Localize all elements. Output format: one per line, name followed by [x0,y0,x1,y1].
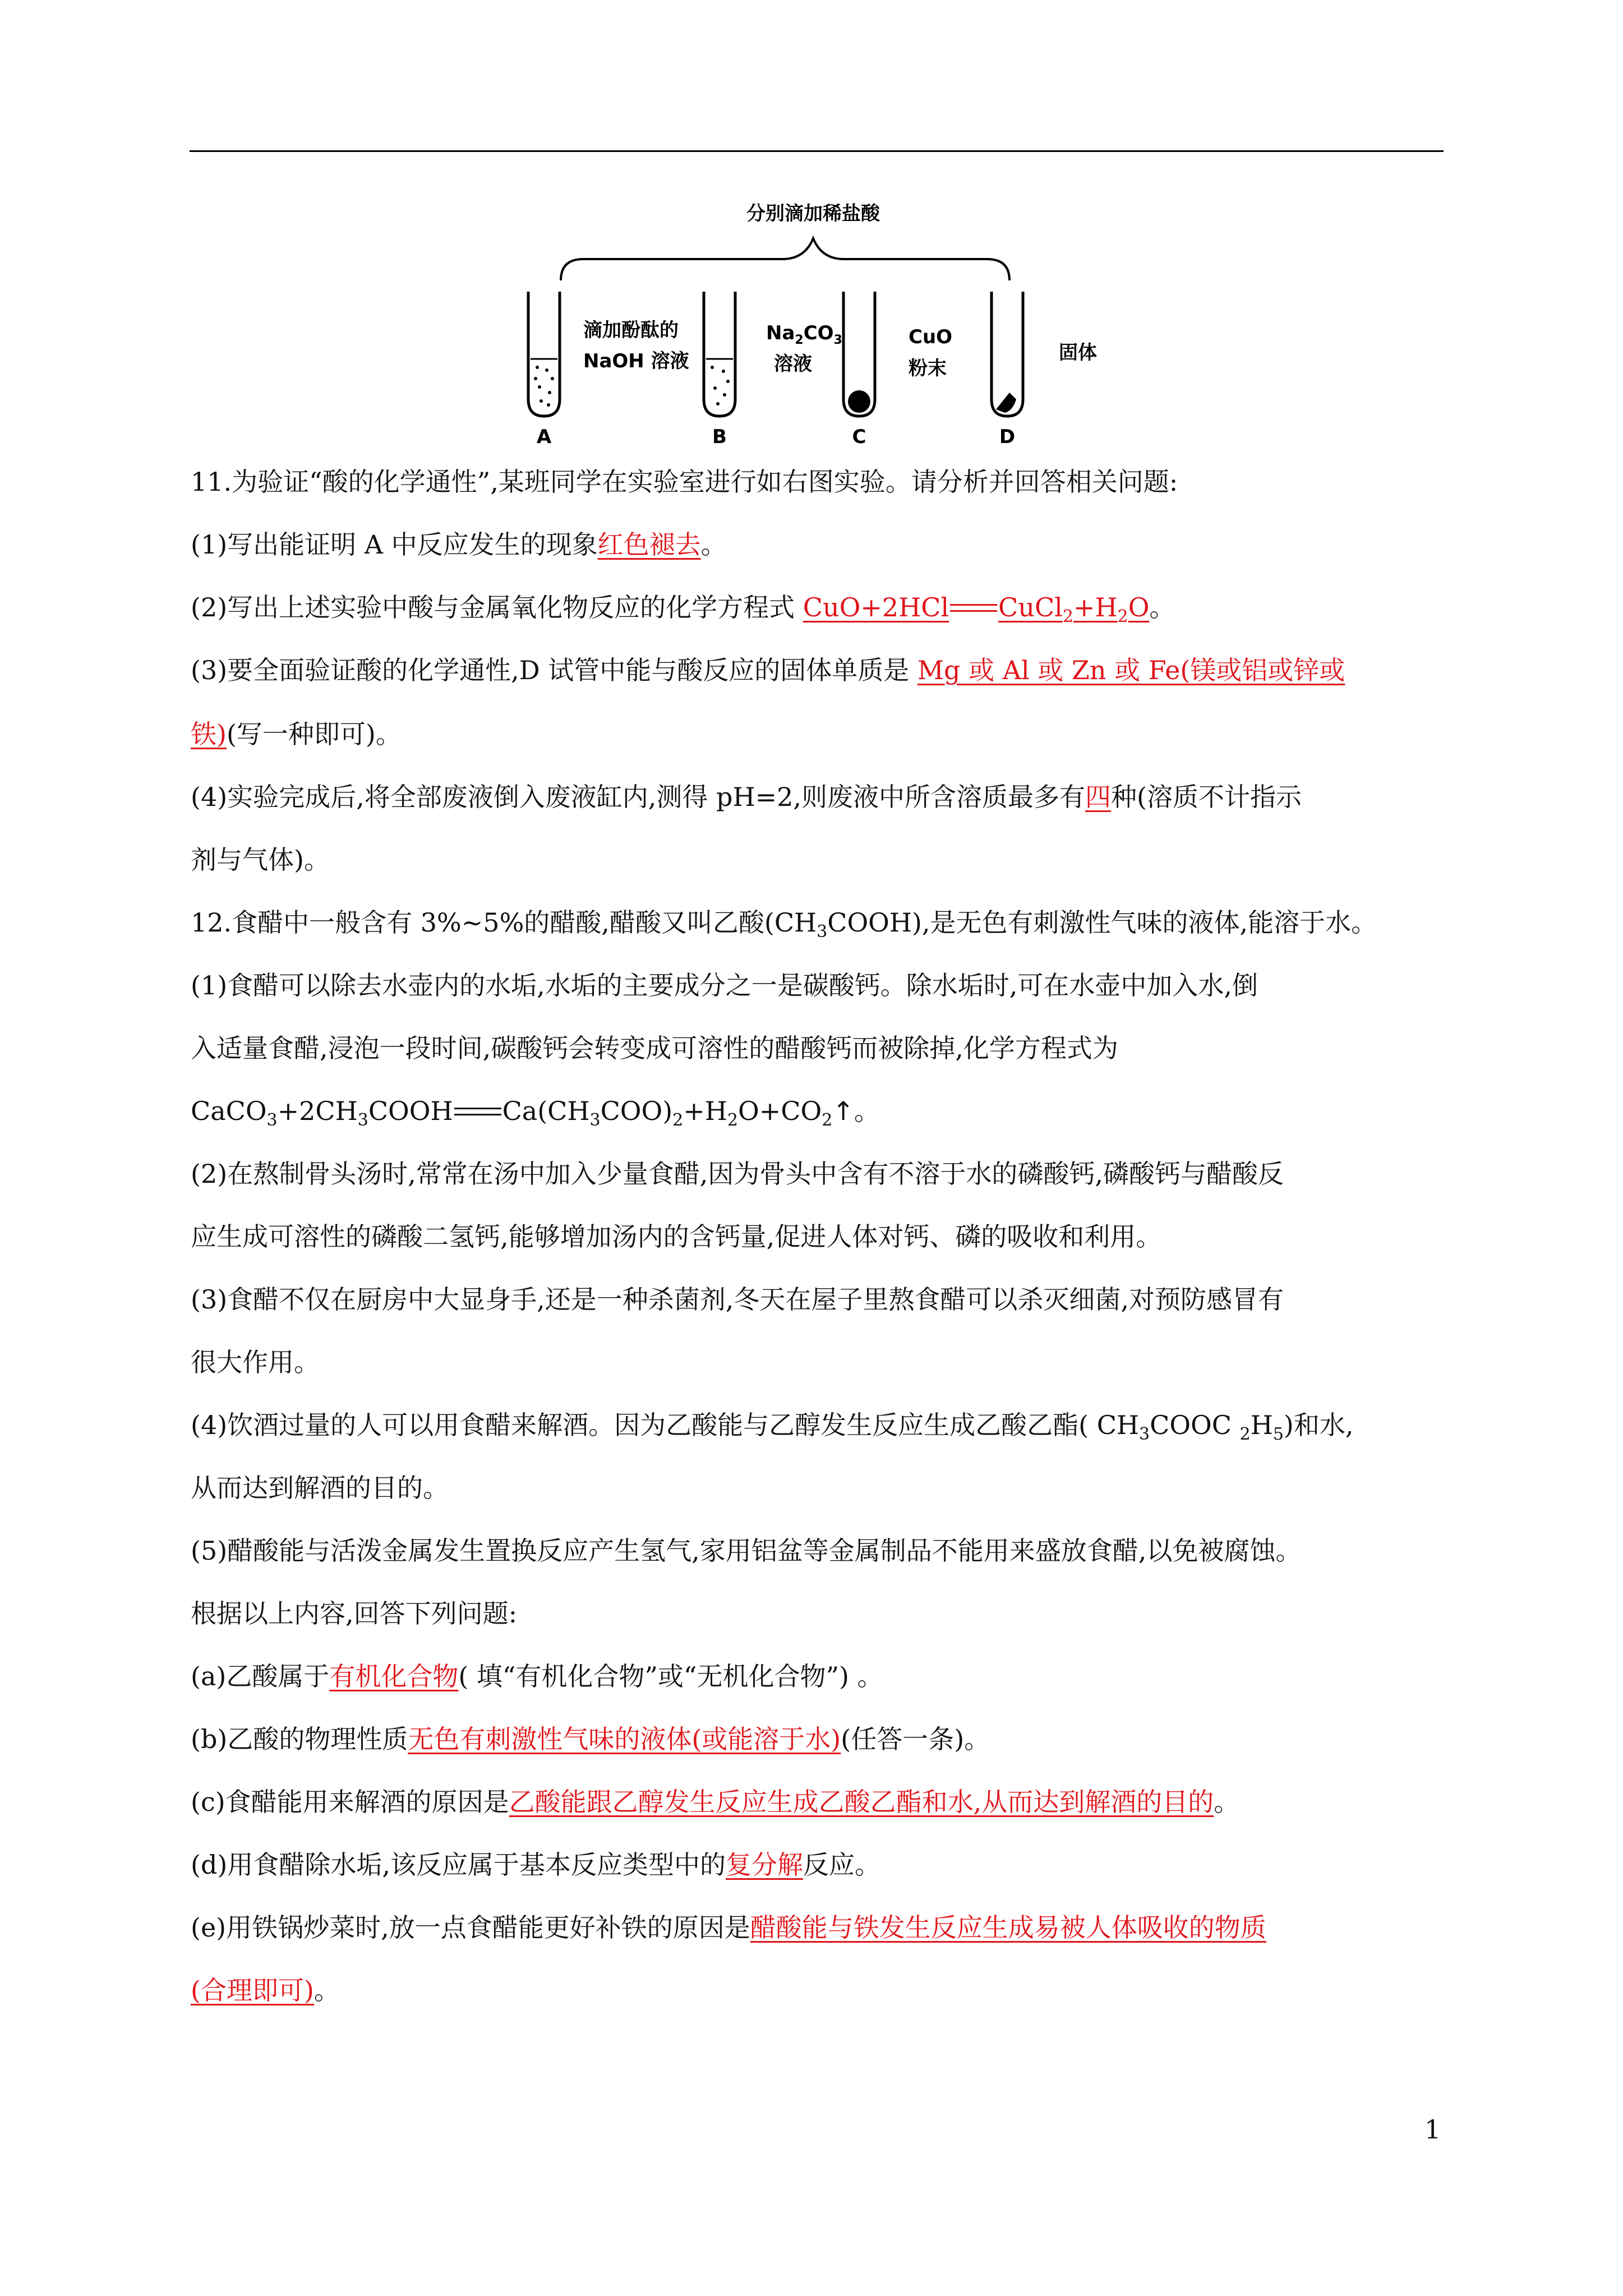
q11-part4-line2: 剂与气体)。 [191,845,330,875]
q12-para4-line2: 从而达到解酒的目的。 [191,1473,449,1503]
tube-a-label-line2: NaOH 溶液 [583,350,689,372]
q12-para2-line2: 应生成可溶性的磷酸二氢钙,能够增加汤内的含钙量,促进人体对钙、磷的吸收和利用。 [191,1221,1162,1252]
equals-sign [950,604,997,612]
q12-intro: 根据以上内容,回答下列问题: [191,1598,518,1629]
q12-equation: $CaCO_3+2CH_3COOH$ $Ca(CH_3COO)_2+H_2O+CO_2↑$。 [191,1096,880,1130]
q12-a: (a)乙酸属于有机化合物( 填“有机化合物”或“无机化合物”) 。 [191,1661,883,1691]
tube-letter-a: A [536,426,552,448]
answer-q11-4: 四 [1085,782,1112,812]
q12-e-line1: (e)用铁锅炒菜时,放一点食醋能更好补铁的原因是醋酸能与铁发生反应生成易被人体吸收的物质 [191,1912,1266,1943]
q12-para1-line2: 入适量食醋,浸泡一段时间,碳酸钙会转变成可溶性的醋酸钙而被除掉,化学方程式为 [191,1033,1118,1063]
q11-part3-line1: (3)要全面验证酸的化学通性,D 试管中能与酸反应的固体单质是 Mg 或 Al 或 Zn 或 Fe(镁或铝或锌或 [191,655,1345,685]
q12-para4-line1: (4)饮酒过量的人可以用食醋来解酒。因为乙酸能与乙醇发生反应生成乙酸乙酯( $CH_3COOC$ $_2H_5$)和水, [191,1410,1354,1444]
tube-letter-c: C [852,426,866,448]
q12-stem: 12.食醋中一般含有 3%~5%的醋酸,醋酸又叫乙酸$(CH_3COOH)$,是无色有刺激性气味的液体,能溶于水。 [191,907,1377,942]
q12-para3-line2: 很大作用。 [191,1347,320,1377]
q12-b: (b)乙酸的物理性质无色有刺激性气味的液体(或能溶于水)(任答一条)。 [191,1724,990,1754]
brace [561,238,1009,280]
q12-para5: (5)醋酸能与活泼金属发生置换反应产生氢气,家用铝盆等金属制品不能用来盛放食醋,以免被腐蚀。 [191,1536,1302,1566]
q12-e-line2: (合理即可)。 [191,1975,340,2005]
tube-d-label: 固体 [1059,342,1097,364]
tube-letter-d: D [999,426,1016,448]
q12-para2-line1: (2)在熬制骨头汤时,常常在汤中加入少量食醋,因为骨头中含有不溶于水的磷酸钙,磷酸钙与醋酸反 [191,1159,1284,1189]
tube-a [528,292,560,416]
answer-q12-a: 有机化合物 [329,1661,459,1691]
answer-q11-1: 红色褪去 [597,529,701,560]
q12-para3-line1: (3)食醋不仅在厨房中大显身手,还是一种杀菌剂,冬天在屋子里熬食醋可以杀灭细菌,对预防感冒有 [191,1284,1284,1315]
answer-q12-d: 复分解 [725,1850,803,1880]
q11-part4-line1: (4)实验完成后,将全部废液倒入废液缸内,测得 pH=2,则废液中所含溶质最多有四种(溶质不计指示 [191,782,1302,812]
tube-d [992,292,1023,416]
answer-q11-2: CuO+2HCl $CuCl_2+H_2O$ [803,592,1150,626]
answer-q12-e: 醋酸能与铁发生反应生成易被人体吸收的物质 [750,1912,1266,1943]
tube-b-label-line2: 溶液 [774,353,812,375]
tube-b [704,292,735,416]
tube-c-label-line2: 粉末 [909,357,947,380]
answer-q12-b: 无色有刺激性气味的液体(或能溶于水) [408,1724,841,1754]
q11-part3-line2: 铁)(写一种即可)。 [191,719,402,749]
tube-letter-b: B [712,426,727,448]
page-number: 1 [1424,2114,1441,2145]
q11-stem: 11.为验证“酸的化学通性”,某班同学在实验室进行如右图实验。请分析并回答相关问题: [191,467,1178,497]
tube-c [843,292,875,416]
tube-b-label-line1: $Na_2CO_3$ [766,322,842,347]
test-tube-figure [0,0,1623,449]
q12-c: (c)食醋能用来解酒的原因是乙酸能跟乙醇发生反应生成乙酸乙酯和水,从而达到解酒的目的。 [191,1787,1240,1817]
tube-a-label-line1: 滴加酚酞的 [583,319,679,342]
q11-part2: (2)写出上述实验中酸与金属氧化物反应的化学方程式 CuO+2HCl $CuCl_2+H_2O$。 [191,592,1175,626]
equals-sign [454,1108,501,1115]
gas-arrow-icon: ↑ [832,1096,854,1126]
answer-q12-c: 乙酸能跟乙醇发生反应生成乙酸乙酯和水,从而达到解酒的目的 [509,1787,1214,1817]
q11-part1: (1)写出能证明 A 中反应发生的现象红色褪去。 [191,529,727,560]
tube-c-label-line1: CuO [909,326,953,348]
figure-top-label: 分别滴加稀盐酸 [746,202,880,225]
answer-q11-3: Mg 或 Al 或 Zn 或 Fe(镁或铝或锌或 [917,655,1345,685]
q12-d: (d)用食醋除水垢,该反应属于基本反应类型中的复分解反应。 [191,1850,880,1880]
q12-para1-line1: (1)食醋可以除去水壶内的水垢,水垢的主要成分之一是碳酸钙。除水垢时,可在水壶中加入水,倒 [191,970,1258,1001]
